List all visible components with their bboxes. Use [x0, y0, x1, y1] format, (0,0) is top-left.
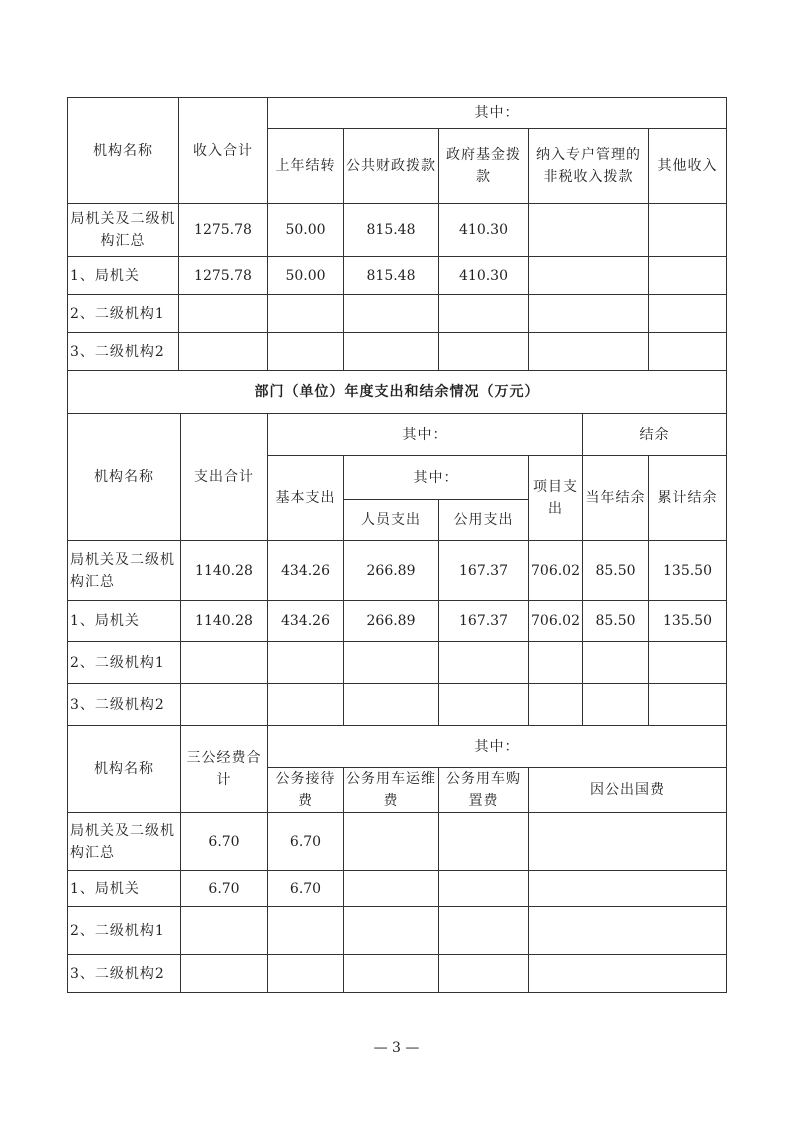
cell-personnel: 266.89 — [344, 601, 439, 642]
cell-fund: 410.30 — [439, 257, 529, 295]
header-total: 收入合计 — [179, 98, 268, 204]
cell-vehicle-purchase — [439, 813, 529, 871]
header-reception: 公务接待费 — [268, 768, 344, 813]
cell-personnel: 266.89 — [344, 541, 439, 601]
cell — [344, 642, 439, 684]
table-row — [68, 684, 727, 726]
cell — [181, 907, 268, 955]
cell-other — [649, 333, 727, 371]
table-row — [68, 907, 727, 955]
expense-table — [67, 413, 727, 726]
cell-nontax — [529, 257, 649, 295]
header-vehicle-ops: 公务用车运维费 — [344, 768, 439, 813]
header-total: 支出合计 — [181, 414, 268, 541]
header-current-balance: 当年结余 — [583, 456, 649, 541]
cell-nontax — [529, 295, 649, 333]
cell — [439, 642, 529, 684]
cell-fiscal: 815.48 — [344, 257, 439, 295]
cell-total: 1275.78 — [179, 204, 268, 257]
cell — [439, 955, 529, 993]
table-row — [68, 541, 727, 601]
table-row — [68, 642, 727, 684]
header-nontax: 纳入专户管理的非税收入拨款 — [529, 129, 649, 204]
cell-public: 167.37 — [439, 601, 529, 642]
table-row — [68, 333, 727, 371]
cell-total: 1140.28 — [181, 541, 268, 601]
header-basic: 基本支出 — [268, 456, 344, 541]
row-name: 2、二级机构1 — [68, 907, 181, 955]
cell-total: 6.70 — [181, 871, 268, 907]
cell-other — [649, 295, 727, 333]
cell-basic: 434.26 — [268, 601, 344, 642]
header-fiscal: 公共财政拨款 — [344, 129, 439, 204]
cell — [268, 907, 344, 955]
header-sub-of-which: 其中： — [344, 456, 529, 500]
table-row — [68, 601, 727, 642]
cell-current-balance: 85.50 — [583, 541, 649, 601]
row-name: 3、二级机构2 — [68, 955, 181, 993]
section-title: 部门（单位）年度支出和结余情况（万元） — [68, 371, 727, 414]
table-row — [68, 813, 727, 871]
cell-cumulative-balance: 135.50 — [649, 601, 727, 642]
cell — [439, 907, 529, 955]
cell — [583, 642, 649, 684]
cell-carryover: 50.00 — [268, 257, 344, 295]
row-name: 局机关及二级机构汇总 — [68, 541, 181, 601]
row-name: 1、局机关 — [68, 257, 179, 295]
header-cumulative-balance: 累计结余 — [649, 456, 727, 541]
header-project: 项目支出 — [529, 456, 583, 541]
header-name: 机构名称 — [68, 726, 181, 813]
cell — [181, 955, 268, 993]
table-row — [68, 204, 727, 257]
cell-total — [179, 295, 268, 333]
cell — [344, 955, 439, 993]
cell-vehicle-ops — [344, 813, 439, 871]
cell-carryover: 50.00 — [268, 204, 344, 257]
cell — [529, 684, 583, 726]
table-row — [68, 257, 727, 295]
header-public: 公用支出 — [439, 500, 529, 541]
cell-fund: 410.30 — [439, 204, 529, 257]
cell-project: 706.02 — [529, 541, 583, 601]
cell-fund — [439, 333, 529, 371]
header-balance: 结余 — [583, 414, 727, 456]
cell — [344, 907, 439, 955]
cell-fiscal — [344, 333, 439, 371]
header-other: 其他收入 — [649, 129, 727, 204]
row-name: 3、二级机构2 — [68, 333, 179, 371]
row-name: 局机关及二级机构汇总 — [68, 813, 181, 871]
cell — [181, 642, 268, 684]
cell — [583, 684, 649, 726]
cell — [181, 684, 268, 726]
cell — [439, 684, 529, 726]
three-public-expenses-table — [67, 725, 727, 993]
cell-overseas — [529, 871, 727, 907]
cell-basic: 434.26 — [268, 541, 344, 601]
cell-overseas — [529, 813, 727, 871]
cell-other — [649, 257, 727, 295]
cell — [529, 955, 727, 993]
cell-total: 1140.28 — [181, 601, 268, 642]
cell-cumulative-balance: 135.50 — [649, 541, 727, 601]
header-of-which: 其中： — [268, 726, 727, 768]
row-name: 1、局机关 — [68, 601, 181, 642]
header-overseas: 因公出国费 — [529, 768, 727, 813]
header-carryover: 上年结转 — [268, 129, 344, 204]
cell-fund — [439, 295, 529, 333]
cell-total — [179, 333, 268, 371]
table-row — [68, 955, 727, 993]
cell-reception: 6.70 — [268, 813, 344, 871]
cell-total: 1275.78 — [179, 257, 268, 295]
table-row — [68, 871, 727, 907]
cell — [529, 642, 583, 684]
header-name: 机构名称 — [68, 98, 179, 204]
cell-other — [649, 204, 727, 257]
cell-vehicle-purchase — [439, 871, 529, 907]
cell — [649, 642, 727, 684]
cell-carryover — [268, 295, 344, 333]
cell-carryover — [268, 333, 344, 371]
row-name: 1、局机关 — [68, 871, 181, 907]
header-of-which: 其中： — [268, 414, 583, 456]
cell-current-balance: 85.50 — [583, 601, 649, 642]
row-name: 2、二级机构1 — [68, 295, 179, 333]
page-number: — 3 — — [373, 1040, 420, 1056]
cell-fiscal — [344, 295, 439, 333]
cell — [268, 684, 344, 726]
row-name: 2、二级机构1 — [68, 642, 181, 684]
header-vehicle-purchase: 公务用车购置费 — [439, 768, 529, 813]
cell-public: 167.37 — [439, 541, 529, 601]
cell — [529, 907, 727, 955]
cell — [649, 684, 727, 726]
row-name: 3、二级机构2 — [68, 684, 181, 726]
cell — [268, 955, 344, 993]
row-name: 局机关及二级机构汇总 — [68, 204, 179, 257]
cell — [268, 642, 344, 684]
header-total: 三公经费合计 — [181, 726, 268, 813]
header-fund: 政府基金拨款 — [439, 129, 529, 204]
header-name: 机构名称 — [68, 414, 181, 541]
header-of-which: 其中： — [268, 98, 727, 129]
income-table — [67, 97, 727, 414]
cell-reception: 6.70 — [268, 871, 344, 907]
cell-nontax — [529, 333, 649, 371]
cell-total: 6.70 — [181, 813, 268, 871]
table-row — [68, 295, 727, 333]
cell-project: 706.02 — [529, 601, 583, 642]
cell-vehicle-ops — [344, 871, 439, 907]
cell-nontax — [529, 204, 649, 257]
cell — [344, 684, 439, 726]
cell-fiscal: 815.48 — [344, 204, 439, 257]
header-personnel: 人员支出 — [344, 500, 439, 541]
